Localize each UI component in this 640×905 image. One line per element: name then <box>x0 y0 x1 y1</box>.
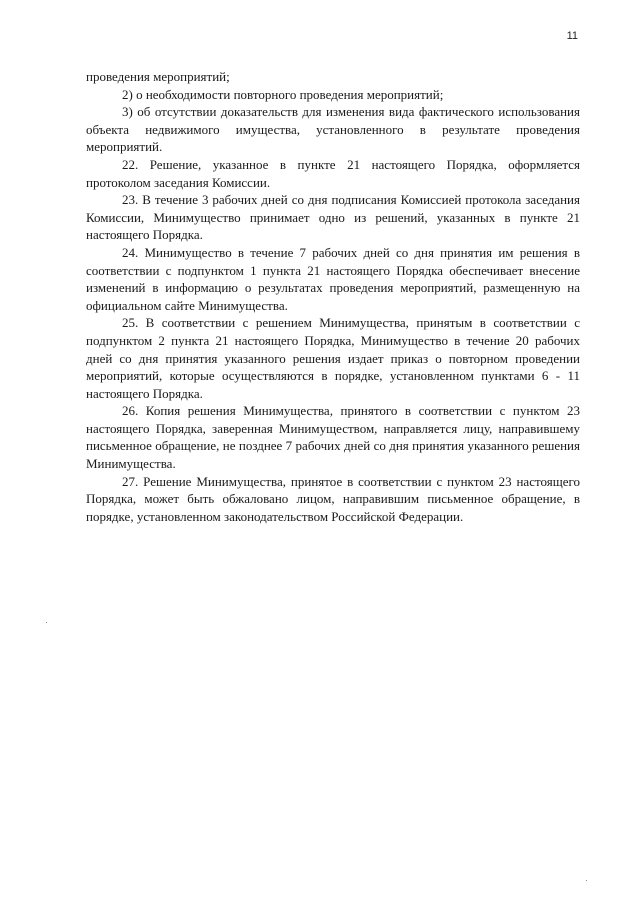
document-body <box>86 68 580 525</box>
paragraph-item-25: 25. В соответствии с решением Минимущества, принятым в соответствии с подпунктом 2 пункта 21 настоящего Порядка, Минимущество в течение 20 рабочих дней со дня принятия указанного решения издает приказ о повторном проведении мероприятий, которые осуществляются в порядке, установленном пунктами 6 - 11 настоящего Порядка. <box>86 315 580 401</box>
scan-speck <box>586 880 587 881</box>
page-number: 11 <box>566 30 578 42</box>
paragraph-item-22: 22. Решение, указанное в пункте 21 настоящего Порядка, оформляется протоколом заседания Комиссии. <box>86 156 580 190</box>
scan-speck <box>46 622 47 623</box>
paragraph-item-24: 24. Минимущество в течение 7 рабочих дней со дня принятия им решения в соответствии с подпунктом 1 пункта 21 настоящего Порядка обеспечивает внесение изменений в информацию о результатах проведения мероприятий, размещенную на официальном сайте Минимущества. <box>86 244 580 313</box>
paragraph-subitem-3: 3) об отсутствии доказательств для изменения вида фактического использования объекта недвижимого имущества, установленного в результате проведения мероприятий. <box>86 104 580 155</box>
paragraph-item-27: 27. Решение Минимущества, принятое в соответствии с пунктом 23 настоящего Порядка, может быть обжаловано лицом, направившим письменное обращение, в порядке, установленном законодательством Российской Федерации. <box>86 473 580 524</box>
paragraph-subitem-2: 2) о необходимости повторного проведения мероприятий; <box>122 86 444 102</box>
paragraph-continuation: проведения мероприятий; <box>86 69 230 84</box>
paragraph-item-23: 23. В течение 3 рабочих дней со дня подписания Комиссией протокола заседания Комиссии, Минимущество принимает одно из решений, указанных в пункте 21 настоящего Порядка. <box>86 192 580 243</box>
paragraph-item-26: 26. Копия решения Минимущества, принятого в соответствии с пунктом 23 настоящего Порядка, заверенная Минимуществом, направляется лицу, направившему письменное обращение, не позднее 7 рабочих дней со дня принятия указанного решения Минимущества. <box>86 403 580 472</box>
